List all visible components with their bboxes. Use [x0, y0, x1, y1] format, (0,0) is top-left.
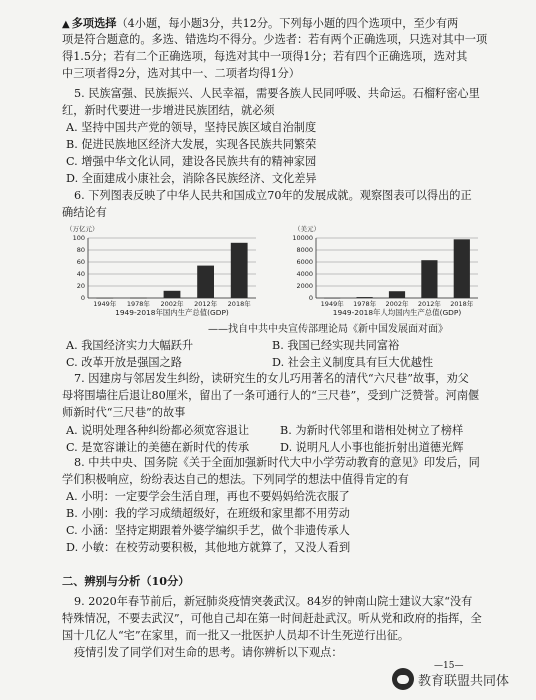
gdp-per-capita-chart	[284, 226, 484, 326]
chart-x-tick-label: 1978年	[126, 300, 150, 308]
chart-x-tick-label: 2002年	[160, 300, 184, 308]
section1-instr-line4: 中三项者得2分，选对其中一、二项者均得1分）	[62, 67, 300, 80]
q7-option-d: D. 说明凡人小事也能折射出道德光辉	[280, 441, 464, 454]
chart-y-tick-label: 20	[76, 282, 85, 291]
watermark	[392, 666, 509, 692]
q7-option-c: C. 是宽容谦让的美德在新时代的传承	[66, 441, 250, 454]
chart-x-tick-label: 2002年	[385, 300, 409, 308]
q7-option-b: B. 为新时代邻里和谐相处树立了榜样	[280, 424, 464, 437]
section2-heading: 二、辨别与分析（10分）	[62, 574, 190, 588]
chart-unit-label: （美元）	[294, 225, 320, 233]
chart-bar	[421, 260, 437, 298]
q7-stem-line3: 师新时代“三尺巷”的故事	[62, 406, 186, 419]
section1-heading: 多项选择	[71, 16, 117, 30]
q6-stem-line1: 6. 下列图表反映了中华人民共和国成立70年的发展成就。观察图表可以得出的正	[74, 189, 472, 202]
chart-y-tick-label: 4000	[296, 270, 313, 279]
triangle-icon: ▲	[62, 19, 70, 30]
chart-x-tick-label: 1978年	[353, 300, 377, 308]
chart-y-tick-label: 0	[308, 294, 313, 303]
chart-bar	[454, 239, 470, 298]
q6-option-d: D. 社会主义制度具有巨大优越性	[272, 356, 434, 369]
chart-bar	[96, 298, 113, 299]
q6-option-a: A. 我国经济实力大幅跃升	[66, 339, 194, 352]
gdp-chart	[62, 226, 262, 326]
q6-stem-line2: 确结论有	[62, 206, 107, 219]
chart-bar	[389, 291, 405, 298]
q5-stem-line2: 红，新时代要进一步增进民族团结，就必须	[62, 104, 275, 117]
q9-stem-line4: 疫情引发了同学们对生命的思考。请你辨析以下观点：	[74, 646, 343, 659]
q8-stem-line2: 学们积极响应，纷纷表达自己的想法。下列同学的想法中值得肯定的有	[62, 473, 409, 486]
page-number: —15—	[434, 661, 464, 671]
chart-unit-label: （万亿元）	[66, 225, 99, 233]
chart-y-tick-label: 80	[76, 246, 85, 255]
chart-caption: 1949-2018年人均国内生产总值(GDP)	[332, 308, 462, 317]
chart-y-tick-label: 60	[76, 258, 85, 267]
q9-stem-line1: 9. 2020年春节前后，新冠肺炎疫情突袭武汉。84岁的钟南山院士建议大家“没有	[74, 595, 473, 608]
chart-caption: 1949-2018年国内生产总值(GDP)	[115, 308, 229, 317]
q6-source: ——找自中共中央宣传部理论局《新中国发展面对面》	[208, 324, 448, 335]
chart-y-tick-label: 8000	[296, 246, 313, 255]
q5-option-d: D. 全面建成小康社会，消除各民族经济、文化差异	[66, 172, 317, 185]
gdp-per-capita-chart-svg	[284, 226, 484, 326]
gdp-charts	[62, 226, 492, 326]
chart-x-tick-label: 1949年	[320, 300, 344, 308]
chart-y-tick-label: 0	[80, 294, 85, 303]
q7-option-a: A. 说明处理各种纠纷都必须宽容退让	[66, 424, 250, 437]
chart-bar	[164, 291, 181, 298]
chart-bar	[197, 266, 214, 298]
chart-x-tick-label: 2018年	[227, 300, 251, 308]
chart-x-tick-label: 2018年	[450, 300, 474, 308]
q5-option-a: A. 坚持中国共产党的领导，坚持民族区域自治制度	[66, 121, 317, 134]
chart-bar	[130, 298, 147, 299]
chart-y-tick-label: 2000	[296, 282, 313, 291]
q8-option-d: D. 小敏：在校劳动要积极，其他地方就算了，又没人看到	[66, 541, 351, 554]
q9-stem-line2: 特殊情况，不要去武汉”，可他自己却在第一时间赶赴武汉。听从党和政府的指挥，全	[62, 612, 482, 625]
q5-option-b: B. 促进民族地区经济大发展，实现各民族共同繁荣	[66, 138, 317, 151]
chart-y-tick-label: 6000	[296, 258, 313, 267]
q7-stem-line2: 母将围墙往后退让80厘米，留出了一条可通行人的“三尺巷”，受到广泛赞誉。河南偃	[62, 389, 480, 402]
section1-instr-line3: 得1.5分；若有二个正确选项，每选对其中一项得1分；若有四个正确选项，选对其	[62, 50, 468, 63]
chart-y-tick-label: 100	[72, 234, 85, 243]
q6-option-b: B. 我国已经实现共同富裕	[272, 339, 400, 352]
chart-x-tick-label: 1949年	[93, 300, 117, 308]
chart-y-tick-label: 40	[76, 270, 85, 279]
chat-bubble-icon	[392, 668, 414, 690]
chart-y-tick-label: 10000	[292, 234, 313, 243]
q8-stem-line1: 8. 中共中央、国务院《关于全面加强新时代大中小学劳动教育的意见》印发后，同	[74, 456, 480, 469]
section1-instr-line2: 项是符合题意的。多选、错选均不得分。少选者：若有两个正确选项，只选对其中一项	[62, 33, 488, 46]
chart-x-tick-label: 2012年	[417, 300, 441, 308]
q8-option-a: A. 小明：一定要学会生活自理，再也不要妈妈给洗衣服了	[66, 490, 350, 503]
q8-option-c: C. 小涵：坚持定期跟着外婆学编织手艺，做个非遗传承人	[66, 524, 350, 537]
watermark-text: 教育联盟共同体	[418, 673, 510, 689]
chart-bar	[324, 298, 340, 299]
q6-option-c: C. 改革开放是强国之路	[66, 356, 182, 369]
chart-x-tick-label: 2012年	[194, 300, 218, 308]
gdp-chart-svg	[62, 226, 262, 326]
q7-stem-line1: 7. 因建房与邻居发生纠纷，读研究生的女儿巧用著名的清代“六尺巷”故事，劝父	[74, 372, 469, 385]
q5-stem-line1: 5. 民族富强、民族振兴、人民幸福，需要各族人民同呼吸、共命运。石榴籽密心里	[74, 87, 480, 100]
q5-option-c: C. 增强中华文化认同，建设各民族共有的精神家园	[66, 155, 317, 168]
chart-bar	[357, 297, 373, 298]
q9-stem-line3: 国十几亿人“宅”在家里，而一批又一批医护人员却不计生死逆行出征。	[62, 629, 410, 642]
q8-option-b: B. 小刚：我的学习成绩超级好，在班级和家里都不用劳动	[66, 507, 350, 520]
chart-bar	[231, 243, 248, 298]
section1-instr-line1: ▲ 多项选择（4小题，每小题3分，共12分。下列每小题的四个选项中，至少有两	[62, 16, 459, 30]
